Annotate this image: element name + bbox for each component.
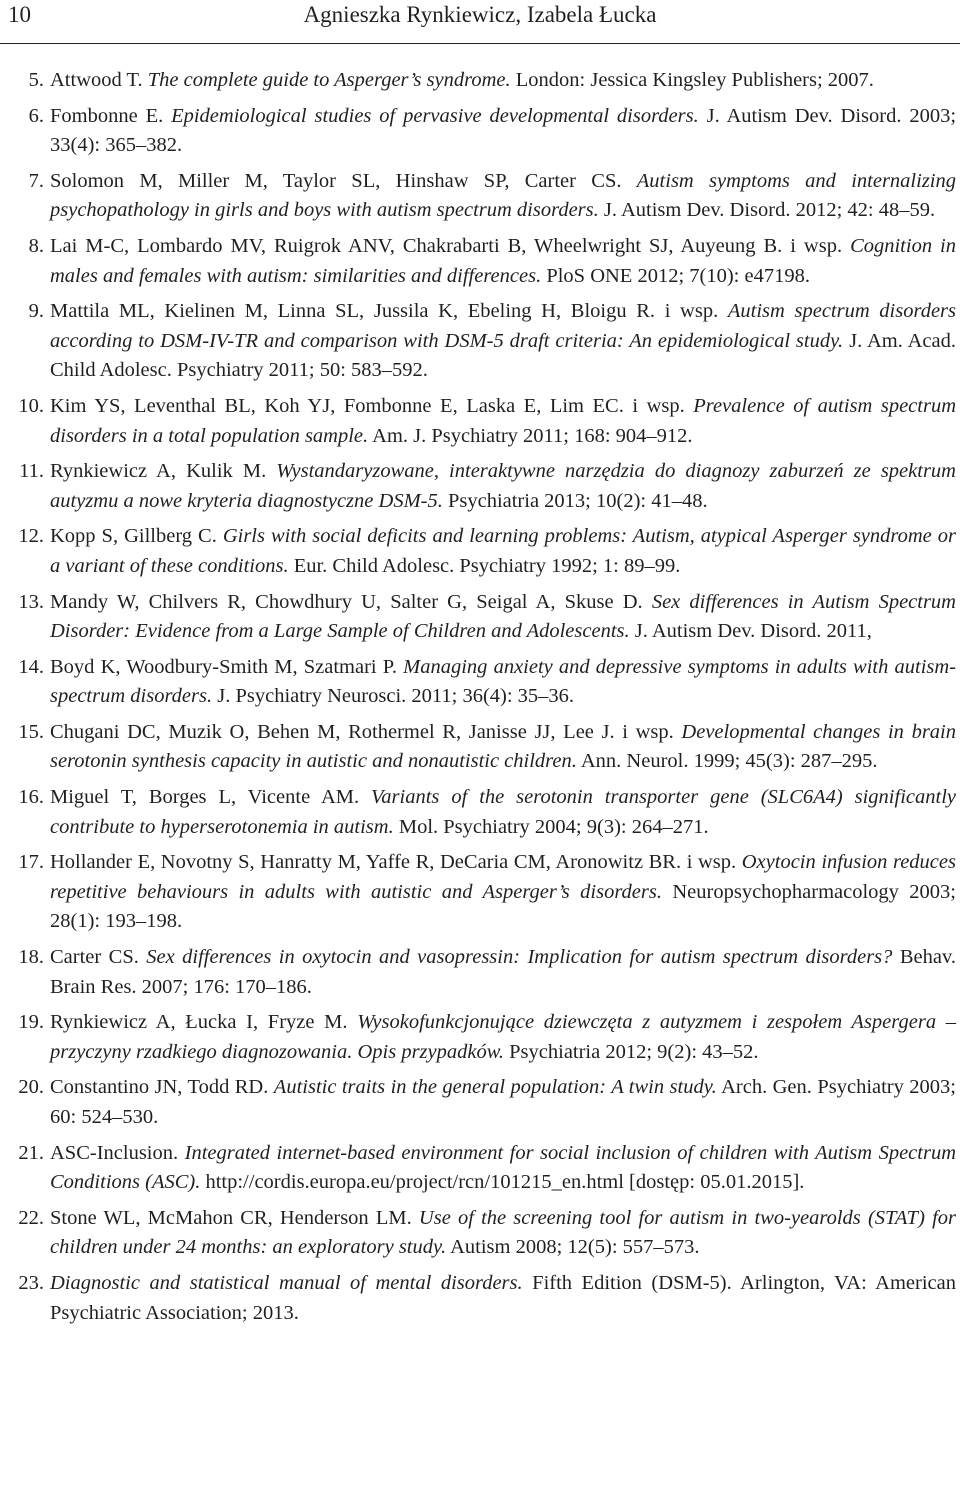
reference-number: 8.: [28, 234, 44, 257]
reference-citation-text: Chugani DC, Muzik O, Behen M, Rothermel R, Janisse JJ, Lee J. i wsp.: [50, 720, 682, 743]
reference-text: [50, 851, 956, 932]
reference-citation-text: Arch. Gen. Psychiatry 2003; 60: 524–530.: [50, 1076, 957, 1128]
reference-title: Use of the screening tool for autism in two-yearolds (STAT) for children under 24 months: an exploratory study.: [50, 1206, 956, 1259]
reference-text: [50, 786, 956, 838]
reference-citation-text: J. Autism Dev. Disord. 2012; 42: 48–59.: [598, 199, 936, 222]
reference-title: Prevalence of autism spectrum disorders in a total population sample.: [50, 394, 956, 447]
reference-citation-text: Kim YS, Leventhal BL, Koh YJ, Fombonne E, Laska E, Lim EC. i wsp.: [50, 394, 694, 417]
reference-number: 11.: [19, 460, 44, 483]
reference-title: Sex differences in oxytocin and vasopressin: Implication for autism spectrum disorders?: [146, 946, 893, 969]
reference-item: [0, 102, 960, 161]
reference-number: 18.: [18, 946, 44, 969]
reference-citation-text: Autism 2008; 12(5): 557–573.: [446, 1236, 700, 1259]
reference-title: Oxytocin infusion reduces repetitive behaviours in adults with autistic and Asperger’s disorders.: [50, 851, 956, 903]
reference-text: [50, 1076, 956, 1128]
reference-citation-text: Constantino JN, Todd RD.: [50, 1076, 274, 1099]
reference-citation-text: Fombonne E.: [50, 104, 172, 127]
reference-item: [0, 1008, 960, 1067]
reference-title: Managing anxiety and depressive symptoms in adults with autism-spectrum disorders.: [50, 655, 956, 708]
reference-title: Autism spectrum disorders according to DSM-IV-TR and comparison with DSM-5 draft criteria: An epidemiological study.: [50, 300, 957, 352]
reference-citation-text: J. Autism Dev. Disord. 2003; 33(4): 365–382.: [50, 104, 957, 157]
reference-title: The complete guide to Asperger’s syndrome.: [147, 69, 511, 91]
reference-title: Variants of the serotonin transporter gene (SLC6A4) significantly contribute to hyperserotonemia in autism.: [50, 786, 956, 838]
reference-citation-text: Mandy W, Chilvers R, Chowdhury U, Salter G, Seigal A, Skuse D.: [50, 590, 652, 613]
reference-title: Wysokofunkcjonujące dziewczęta z autyzmem i zespołem Aspergera – przyczyny rzadkiego diagnozowania. Opis przypadków.: [50, 1011, 957, 1063]
reference-title: Integrated internet-based environment for social inclusion of children with Autism Spectrum Conditions (ASC).: [50, 1141, 956, 1194]
reference-number: 13.: [18, 590, 44, 613]
reference-item: [0, 1073, 960, 1132]
reference-citation-text: Hollander E, Novotny S, Hanratty M, Yaffe R, DeCaria CM, Aronowitz BR. i wsp.: [50, 851, 742, 874]
reference-text: [50, 395, 956, 447]
reference-text: [50, 591, 956, 643]
reference-citation-text: Mattila ML, Kielinen M, Linna SL, Jussila K, Ebeling H, Bloigu R. i wsp.: [50, 300, 728, 323]
reference-item: [0, 457, 960, 516]
reference-item: [0, 588, 960, 647]
reference-citation-text: Kopp S, Gillberg C.: [50, 525, 223, 548]
page-header: [0, 0, 960, 40]
reference-citation-text: Psychiatria 2013; 10(2): 41–48.: [442, 489, 708, 512]
reference-title: Autistic traits in the general population: A twin study.: [273, 1076, 717, 1099]
reference-title: Diagnostic and statistical manual of mental disorders.: [50, 1271, 523, 1294]
reference-text: [50, 69, 874, 91]
reference-number: 23.: [18, 1271, 44, 1294]
reference-item: [0, 232, 960, 291]
reference-citation-text: Miguel T, Borges L, Vicente AM.: [50, 786, 372, 809]
reference-citation-text: PloS ONE 2012; 7(10): e47198.: [541, 264, 810, 287]
reference-number: 16.: [18, 786, 44, 809]
reference-number: 14.: [18, 655, 44, 678]
reference-number: 21.: [18, 1141, 44, 1164]
reference-citation-text: Am. J. Psychiatry 2011; 168: 904–912.: [368, 424, 693, 447]
reference-citation-text: Attwood T.: [50, 69, 148, 91]
reference-text: [50, 105, 956, 157]
reference-citation-text: Boyd K, Woodbury-Smith M, Szatmari P.: [50, 655, 404, 678]
reference-citation-text: Rynkiewicz A, Łucka I, Fryze M.: [50, 1011, 358, 1034]
reference-citation-text: Mol. Psychiatry 2004; 9(3): 264–271.: [393, 815, 709, 838]
reference-citation-text: J. Am. Acad. Child Adolesc. Psychiatry 2011; 50: 583–592.: [50, 329, 956, 382]
reference-number: 12.: [18, 525, 44, 548]
reference-text: [50, 525, 956, 577]
reference-citation-text: ASC-Inclusion.: [50, 1141, 185, 1164]
reference-citation-text: Solomon M, Miller M, Taylor SL, Hinshaw SP, Carter CS.: [50, 169, 637, 192]
reference-item: [0, 392, 960, 451]
reference-item: [0, 943, 960, 1002]
reference-text: [50, 656, 956, 708]
reference-item: [0, 66, 960, 96]
page-number: 10: [8, 2, 31, 27]
reference-item: [0, 522, 960, 581]
reference-item: [0, 1204, 960, 1263]
reference-item: [0, 1139, 960, 1198]
reference-number: 9.: [28, 300, 44, 323]
reference-text: [50, 721, 956, 773]
reference-citation-text: J. Psychiatry Neurosci. 2011; 36(4): 35–36.: [212, 685, 575, 708]
reference-text: [50, 460, 956, 512]
reference-citation-text: Fifth Edition (DSM-5). Arlington, VA: American Psychiatric Association; 2013.: [50, 1271, 956, 1324]
reference-title: Developmental changes in brain serotonin synthesis capacity in autistic and nonautistic children.: [50, 720, 956, 773]
reference-citation-text: Neuropsychopharmacology 2003; 28(1): 193–198.: [50, 880, 956, 933]
reference-item: [0, 167, 960, 226]
reference-text: [50, 1207, 956, 1259]
reference-text: [50, 1142, 956, 1194]
reference-citation-text: Behav. Brain Res. 2007; 176: 170–186.: [50, 946, 956, 998]
reference-title: Cognition in males and females with autism: similarities and differences.: [50, 234, 956, 287]
reference-item: [0, 718, 960, 777]
header-rule: [0, 43, 960, 44]
reference-citation-text: Rynkiewicz A, Kulik M.: [50, 460, 277, 483]
reference-citation-text: Stone WL, McMahon CR, Henderson LM.: [50, 1206, 419, 1229]
reference-item: [0, 297, 960, 386]
reference-text: [50, 235, 956, 287]
reference-number: 22.: [18, 1206, 44, 1229]
running-head-authors: Agnieszka Rynkiewicz, Izabela Łucka: [303, 2, 657, 27]
reference-text: [50, 1011, 956, 1063]
reference-number: 20.: [18, 1076, 44, 1099]
reference-text: [50, 170, 956, 222]
reference-citation-text: Psychiatria 2012; 9(2): 43–52.: [504, 1040, 759, 1063]
reference-text: [50, 1272, 956, 1324]
reference-citation-text: http://cordis.europa.eu/project/rcn/101215_en.html [dostęp: 05.01.2015].: [200, 1171, 805, 1194]
reference-citation-text: Carter CS.: [50, 946, 147, 969]
reference-title: Sex differences in Autism Spectrum Disorder: Evidence from a Large Sample of Children and Adolescents.: [50, 590, 956, 643]
reference-number: 6.: [28, 104, 44, 127]
reference-title: Autism symptoms and internalizing psychopathology in girls and boys with autism spectrum disorders.: [50, 169, 956, 222]
reference-item: [0, 848, 960, 937]
reference-number: 15.: [18, 720, 44, 743]
reference-text: [50, 300, 956, 381]
reference-citation-text: Lai M-C, Lombardo MV, Ruigrok ANV, Chakrabarti B, Wheelwright SJ, Auyeung B. i wsp.: [50, 234, 851, 257]
reference-number: 7.: [28, 169, 44, 192]
reference-number: 17.: [18, 851, 44, 874]
reference-number: 10.: [18, 394, 44, 417]
reference-citation-text: Ann. Neurol. 1999; 45(3): 287–295.: [576, 750, 878, 773]
reference-citation-text: Eur. Child Adolesc. Psychiatry 1992; 1: 89–99.: [288, 554, 681, 577]
reference-item: [0, 783, 960, 842]
reference-item: [0, 653, 960, 712]
reference-title: Girls with social deficits and learning problems: Autism, atypical Asperger syndrome or a variant of these conditions.: [50, 525, 956, 577]
reference-list: [0, 66, 960, 1334]
reference-number: 19.: [18, 1011, 44, 1034]
reference-text: [50, 946, 956, 998]
reference-citation-text: London: Jessica Kingsley Publishers; 2007.: [510, 69, 874, 91]
reference-title: Wystandaryzowane, interaktywne narzędzia do diagnozy zaburzeń ze spektrum autyzmu a nowe kryteria diagnostyczne DSM-5.: [50, 460, 956, 512]
reference-item: [0, 1269, 960, 1328]
reference-number: 5.: [28, 69, 44, 91]
reference-title: Epidemiological studies of pervasive developmental disorders.: [171, 104, 699, 127]
reference-citation-text: J. Autism Dev. Disord. 2011,: [629, 620, 872, 643]
